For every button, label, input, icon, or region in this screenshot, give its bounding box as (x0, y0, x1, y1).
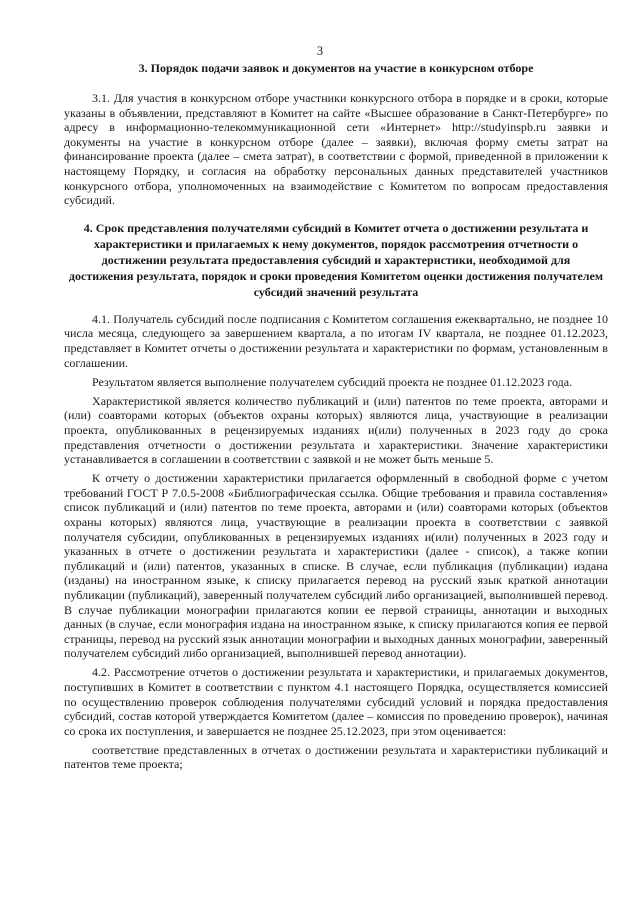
paragraph-characteristic: Характеристикой является количество публикаций и (или) патентов по теме проекта, авторами и (или) соавторами которых (объектов охраны которых) являются лица, участвующие в реализации проекта, опубликованных в рецензируемых изданиях и(или) полученных в 2023 году до срока представления отчетности о достижении результата и характеристики. Значение характеристики устанавливается в соглашении в соответствии с заявкой и не может быть меньше 5. (64, 393, 608, 467)
section-4-heading: 4. Срок представления получателями субсидий в Комитет отчета о достижении результата и характеристики и прилагаемых к нему документов, порядок рассмотрения отчетности о достижении результата предоставления субсидий и характеристики, необходимой для достижения результата, порядок и сроки проведения Комитетом оценки достижения получателем субсидий значений результата (68, 220, 604, 299)
paragraph-4-2: 4.2. Рассмотрение отчетов о достижении результата и характеристики, и прилагаемых документов, поступивших в Комитет в соответствии с пунктом 4.1 настоящего Порядка, осуществляется комиссией по осуществлению проверок соблюдения получателями субсидий условий и порядка предоставления субсидий, состав которой утверждается Комитетом (далее – комиссия по проведению проверок), начиная со срока их поступления, и завершается не позднее 25.12.2023, при этом оценивается: (64, 665, 608, 738)
section-3-heading: 3. Порядок подачи заявок и документов на участие в конкурсном отборе (138, 61, 534, 75)
paragraph-result: Результатом является выполнение получателем субсидий проекта не позднее 01.12.2023 года. (92, 374, 573, 389)
paragraph-report-attachments: К отчету о достижении характеристики прилагается оформленный в свободной форме с учетом требований ГОСТ Р 7.0.5-2008 «Библиографическая ссылка. Общие требования и правила составления» список публикаций и (или) патентов по теме проекта, авторами и (или) соавторами которых (объектов охраны которых) являются лица, участвующие в реализации проекта в соответствии с заявкой получателя субсидии, опубликованных в рецензируемых изданиях и(или) полученных в 2023 году и указанных в отчете о достижении результата и характеристики (далее - список), а также копии публикаций и (или) патентов, указанных в списке. В случае, если публикация (публикации) издана (изданы) на иностранном языке, к списку прилагается перевод на русский язык краткой аннотации публикации (публикаций), заверенный получателем субсидий либо организацией, выполнившей перевод. В случае публикации монографии прилагаются копии ее первой страницы, аннотации и выходных данных (в случае, если монография издана на иностранном языке, к списку прилагаются копия ее первой страницы, перевод на русский язык аннотации монографии и выходных данных монографии, заверенный получателем субсидий либо организацией, выполнившей перевод аннотации). (64, 471, 608, 661)
page-number: 3 (316, 44, 324, 58)
paragraph-4-1: 4.1. Получатель субсидий после подписания с Комитетом соглашения ежеквартально, не позднее 10 числа месяца, следующего за завершением квартала, а по итогам IV квартала, не позднее 01.12.2023, представляет в Комитет отчеты о достижении результата и характеристики по формам, установленным в соглашении. (64, 311, 608, 370)
paragraph-3-1: 3.1. Для участия в конкурсном отборе участники конкурсного отбора в порядке и в сроки, которые указаны в объявлении, представляют в Комитет на сайте «Высшее образование в Санкт-Петербурге» по адресу в информационно-телекоммуникационной сети «Интернет» http://studyinspb.ru заявки и документы на участие в конкурсном отборе (далее – заявки), включая форму сметы затрат на финансирование проекта (далее – смета затрат), в соответствии с формой, приведенной в приложении к настоящему Порядку, и согласия на обработку персональных данных представителей участников конкурсного отбора, уполномоченных на взаимодействие с Комитетом по вопросам предоставления субсидий. (64, 91, 608, 208)
paragraph-evaluation-criterion: соответствие представленных в отчетах о достижении результата и характеристики публикаций и патентов теме проекта; (64, 742, 608, 772)
